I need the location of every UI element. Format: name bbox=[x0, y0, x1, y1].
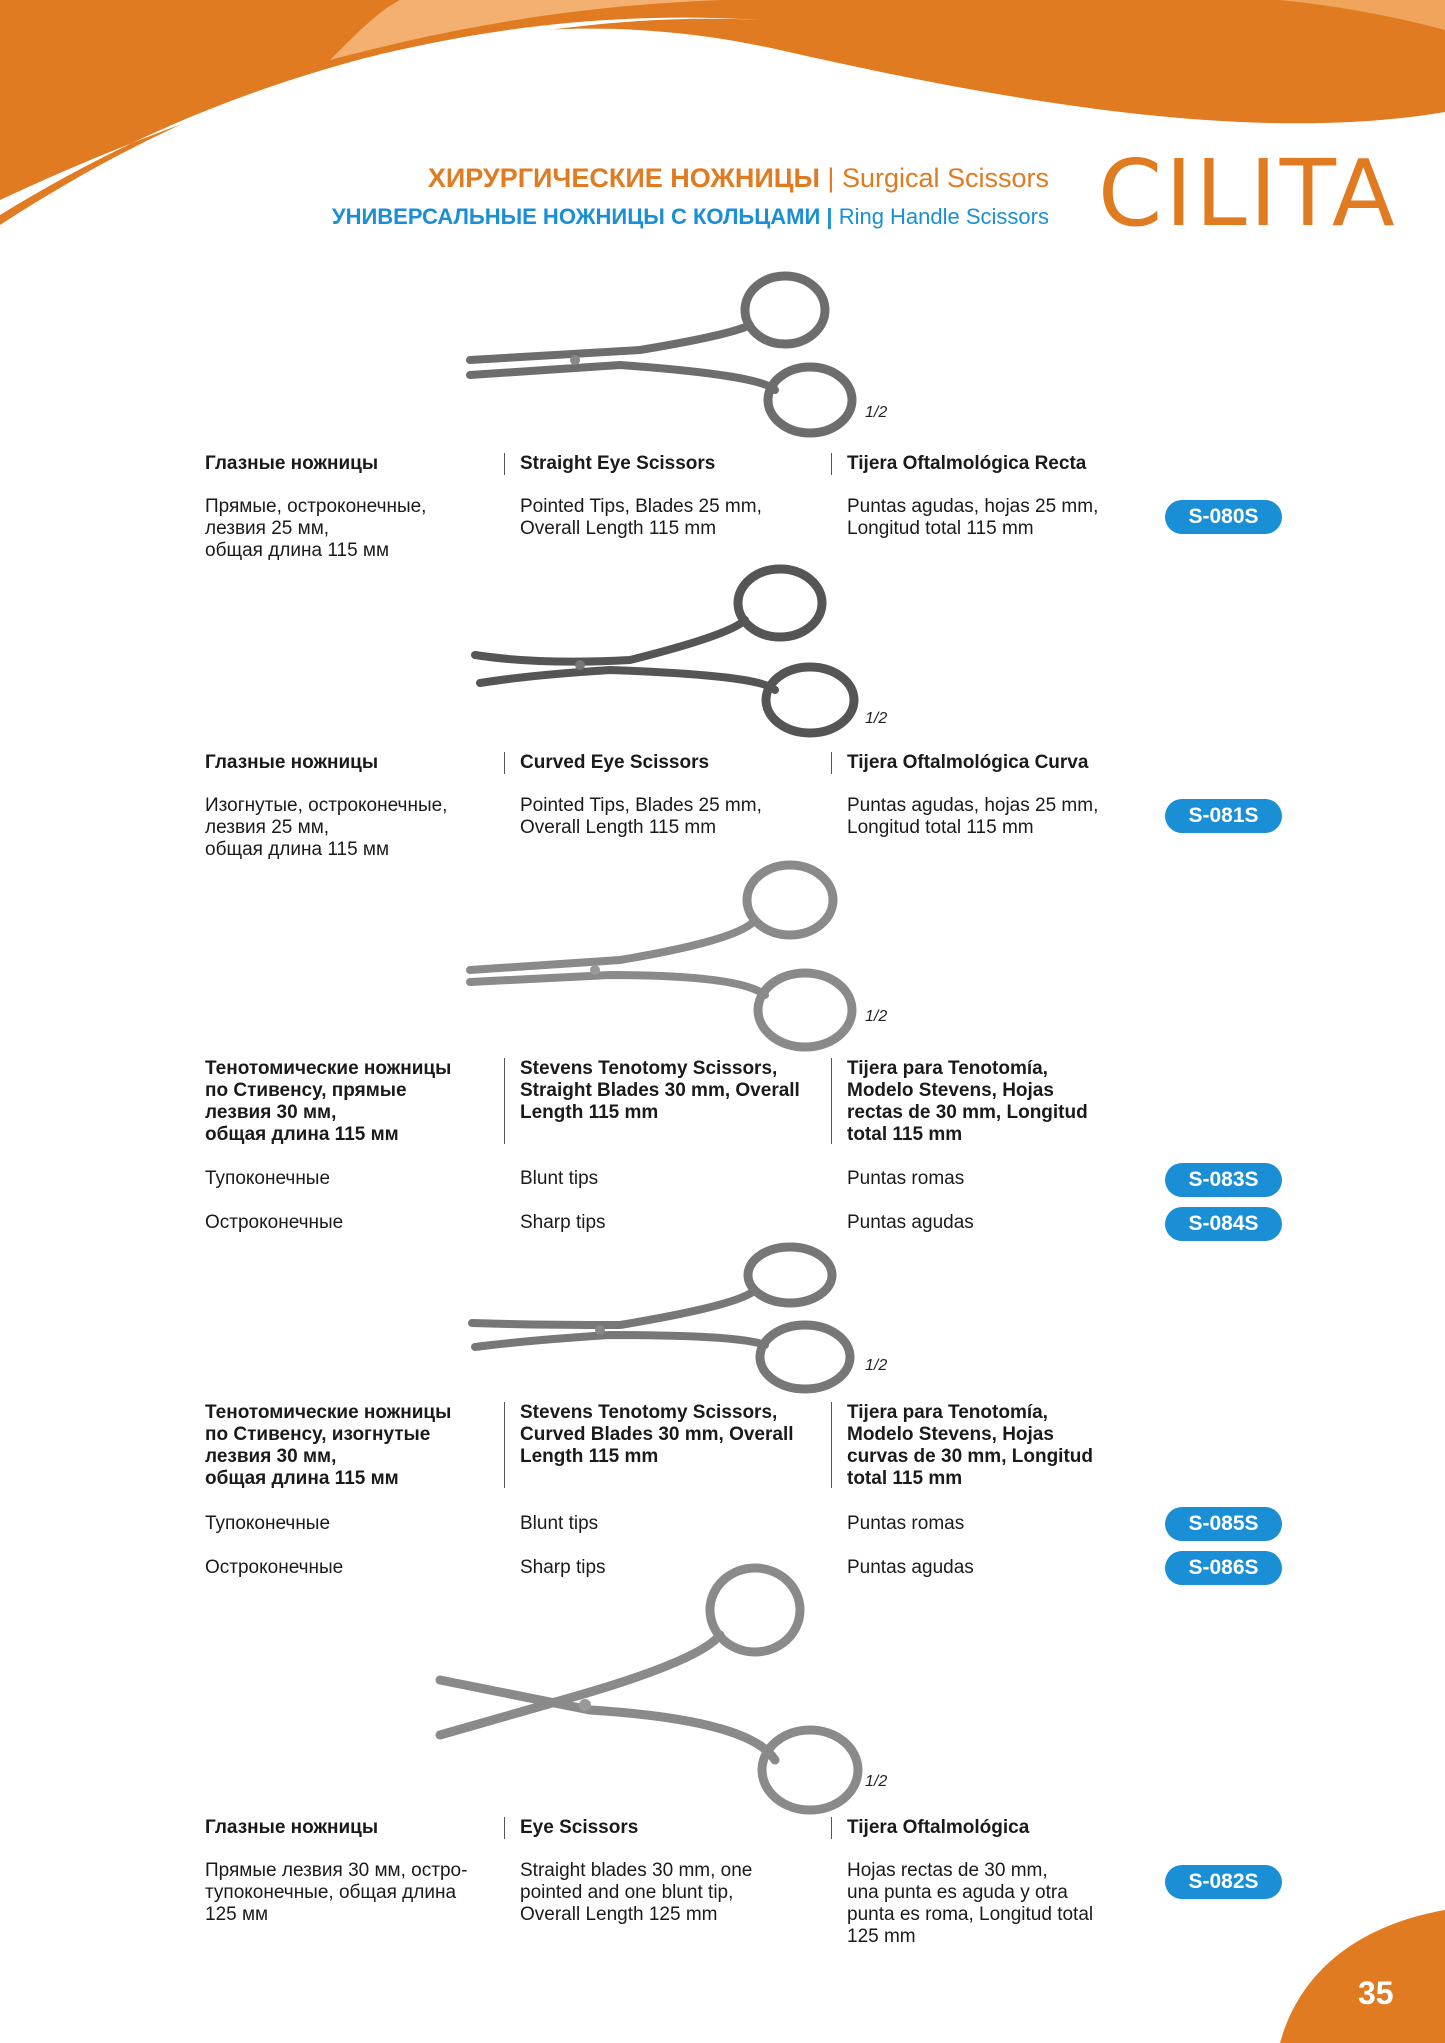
variant-ru: Остроконечные bbox=[205, 1212, 344, 1233]
product-name-en: Eye Scissors bbox=[520, 1817, 639, 1838]
column-divider bbox=[504, 1058, 505, 1144]
title-separator: | bbox=[819, 163, 842, 193]
product-name-ru: Тенотомические ножницы по Стивенсу, прямые лезвия 30 мм, общая длина 115 мм bbox=[205, 1058, 452, 1145]
product-code-badge[interactable]: S-080S bbox=[1165, 500, 1282, 534]
column-divider bbox=[504, 1817, 505, 1839]
product-name-es: Tijera Oftalmológica bbox=[847, 1817, 1030, 1838]
product-name-ru: Глазные ножницы bbox=[205, 752, 379, 773]
column-divider bbox=[831, 453, 832, 475]
variant-es: Puntas romas bbox=[847, 1168, 965, 1189]
variant-ru: Тупоконечные bbox=[205, 1513, 331, 1534]
column-divider bbox=[831, 1817, 832, 1839]
product-name-es: Tijera para Tenotomía, Modelo Stevens, Hojas rectas de 30 mm, Longitud total 115 mm bbox=[847, 1058, 1088, 1145]
scissors-image-s085s bbox=[460, 1245, 860, 1405]
product-name-ru: Тенотомические ножницы по Стивенсу, изогнутые лезвия 30 мм, общая длина 115 мм bbox=[205, 1402, 452, 1489]
product-code-badge[interactable]: S-084S bbox=[1165, 1207, 1282, 1241]
column-divider bbox=[831, 1402, 832, 1488]
scissors-image-s082s bbox=[430, 1560, 870, 1820]
column-divider bbox=[504, 1402, 505, 1488]
title-en: Surgical Scissors bbox=[841, 163, 1049, 193]
product-desc-es: Hojas rectas de 30 mm, una punta es aguda y otra punta es roma, Longitud total 125 mm bbox=[847, 1860, 1094, 1947]
product-name-ru: Глазные ножницы bbox=[205, 453, 379, 474]
subtitle-separator: | bbox=[820, 204, 839, 229]
product-code-badge[interactable]: S-081S bbox=[1165, 799, 1282, 833]
scale-label: 1/2 bbox=[865, 1357, 888, 1374]
column-divider bbox=[504, 752, 505, 774]
product-desc-en: Pointed Tips, Blades 25 mm, Overall Length 115 mm bbox=[520, 496, 762, 539]
page-number: 35 bbox=[1358, 1975, 1394, 2011]
scale-label: 1/2 bbox=[865, 404, 888, 421]
product-desc-es: Puntas agudas, hojas 25 mm, Longitud total 115 mm bbox=[847, 795, 1099, 838]
column-divider bbox=[504, 453, 505, 475]
product-desc-en: Straight blades 30 mm, one pointed and one blunt tip, Overall Length 125 mm bbox=[520, 1860, 753, 1925]
product-code-badge[interactable]: S-086S bbox=[1165, 1551, 1282, 1585]
scale-label: 1/2 bbox=[865, 1008, 888, 1025]
variant-en: Blunt tips bbox=[520, 1168, 599, 1189]
product-desc-ru: Изогнутые, остроконечные, лезвия 25 мм, общая длина 115 мм bbox=[205, 795, 448, 860]
product-name-en: Curved Eye Scissors bbox=[520, 752, 710, 773]
product-desc-en: Pointed Tips, Blades 25 mm, Overall Length 115 mm bbox=[520, 795, 762, 838]
variant-ru: Остроконечные bbox=[205, 1557, 344, 1578]
product-code-badge[interactable]: S-085S bbox=[1165, 1507, 1282, 1541]
product-name-es: Tijera para Tenotomía, Modelo Stevens, Hojas curvas de 30 mm, Longitud total 115 mm bbox=[847, 1402, 1093, 1489]
scissors-image-s081s bbox=[460, 565, 860, 745]
scissors-image-s080s bbox=[460, 265, 860, 445]
product-name-en: Straight Eye Scissors bbox=[520, 453, 716, 474]
product-name-es: Tijera Oftalmológica Curva bbox=[847, 752, 1089, 773]
product-name-ru: Глазные ножницы bbox=[205, 1817, 379, 1838]
scissors-image-s083s bbox=[460, 860, 860, 1050]
scale-label: 1/2 bbox=[865, 710, 888, 727]
column-divider bbox=[831, 752, 832, 774]
variant-es: Puntas agudas bbox=[847, 1557, 974, 1578]
product-code-badge[interactable]: S-082S bbox=[1165, 1865, 1282, 1899]
product-name-en: Stevens Tenotomy Scissors, Straight Blades 30 mm, Overall Length 115 mm bbox=[520, 1058, 800, 1123]
variant-es: Puntas agudas bbox=[847, 1212, 974, 1233]
product-name-en: Stevens Tenotomy Scissors, Curved Blades 30 mm, Overall Length 115 mm bbox=[520, 1402, 794, 1467]
variant-en: Blunt tips bbox=[520, 1513, 599, 1534]
product-desc-es: Puntas agudas, hojas 25 mm, Longitud total 115 mm bbox=[847, 496, 1099, 539]
variant-ru: Тупоконечные bbox=[205, 1168, 331, 1189]
subtitle-ru: УНИВЕРСАЛЬНЫЕ НОЖНИЦЫ С КОЛЬЦАМИ bbox=[331, 204, 821, 229]
product-desc-ru: Прямые лезвия 30 мм, остро- тупоконечные, общая длина 125 мм bbox=[205, 1860, 468, 1925]
page-title bbox=[428, 163, 1049, 194]
scale-label: 1/2 bbox=[865, 1773, 888, 1790]
product-desc-ru: Прямые, остроконечные, лезвия 25 мм, общая длина 115 мм bbox=[205, 496, 427, 561]
page-subtitle bbox=[332, 204, 1049, 230]
subtitle-en: Ring Handle Scissors bbox=[838, 204, 1049, 229]
variant-en: Sharp tips bbox=[520, 1212, 606, 1233]
title-ru: ХИРУРГИЧЕСКИЕ НОЖНИЦЫ bbox=[427, 163, 820, 193]
variant-es: Puntas romas bbox=[847, 1513, 965, 1534]
variant-en: Sharp tips bbox=[520, 1557, 606, 1578]
product-name-es: Tijera Oftalmológica Recta bbox=[847, 453, 1087, 474]
column-divider bbox=[831, 1058, 832, 1144]
product-code-badge[interactable]: S-083S bbox=[1165, 1163, 1282, 1197]
brand-logo: CILITA bbox=[1098, 140, 1398, 247]
